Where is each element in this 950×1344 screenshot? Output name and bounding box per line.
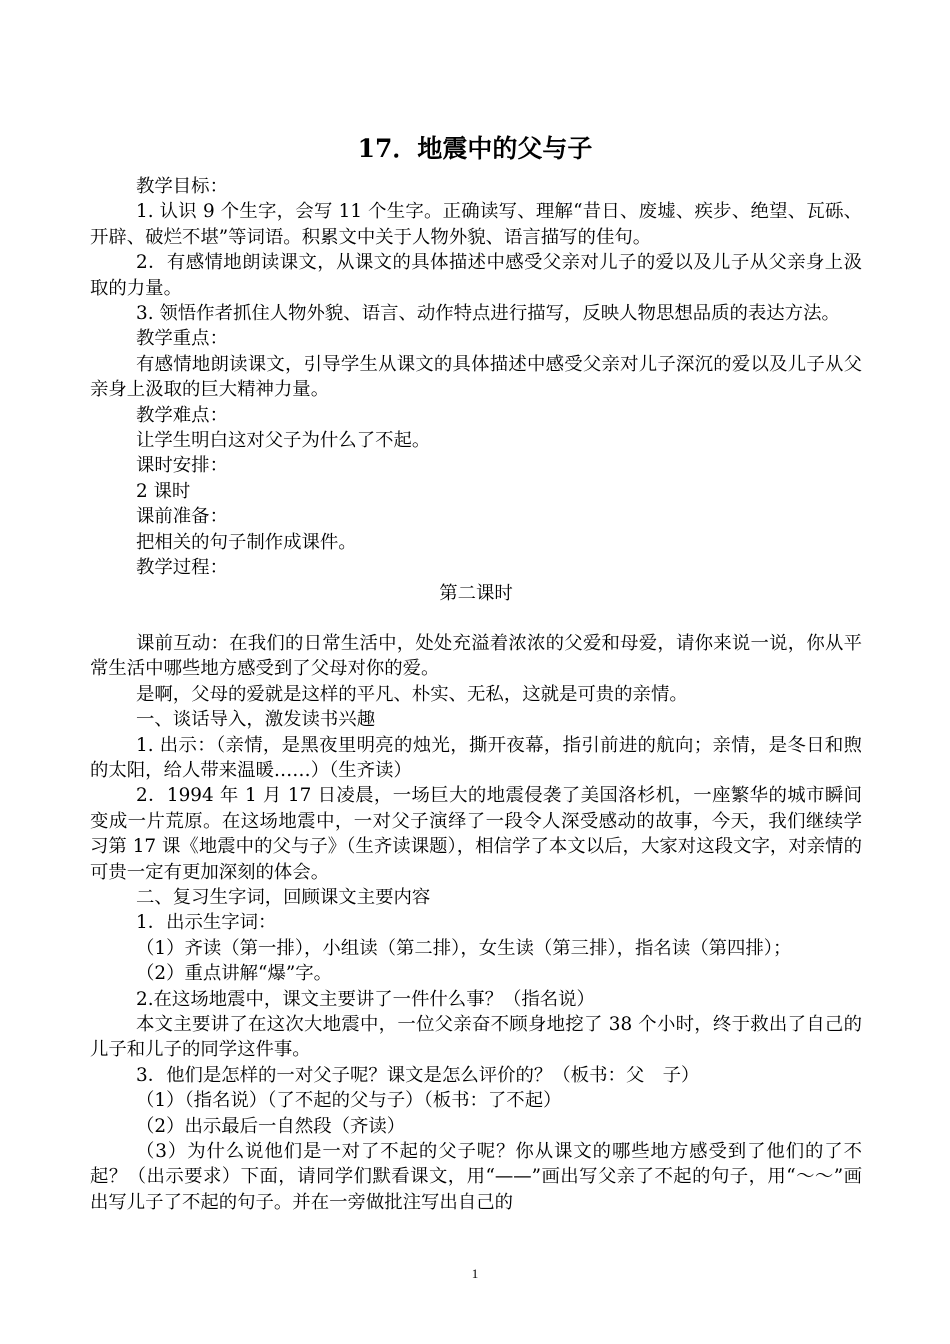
heading-process: 教学过程： [136,557,228,579]
section-two-item-3-1: （1）（指名说）（了不起的父与子）（板书：了不起） [136,1090,562,1112]
section-second-lesson: 第二课时 [439,582,513,604]
heading-key-points: 教学重点： [136,328,228,350]
heading-schedule: 课时安排： [136,455,228,477]
goal-1: 1. 认识 9 个生字，会写 11 个生字。正确读写、理解“昔日、废墟、疾步、绝望、瓦砾、开辟、破烂不堪”等词语。积累文中关于人物外貌、语言描写的佳句。 [90,201,862,248]
section-two-item-3-3: （3）为什么说他们是一对了不起的父子呢？你从课文的哪些地方感受到了他们的了不起？（出示要求）下面，请同学们默看课文，用“——”画出写父亲了不起的句子，用“～～”画出写儿子了不起的句子。并在一旁做批注写出自己的 [90,1141,862,1213]
section-two-item-1-1: （1）齐读（第一排），小组读（第二排），女生读（第三排），指名读（第四排）； [136,937,792,959]
goal-2: 2．有感情地朗读课文，从课文的具体描述中感受父亲对儿子的爱以及儿子从父亲身上汲取的力量。 [90,252,862,299]
goal-3: 3. 领悟作者抓住人物外貌、语言、动作特点进行描写，反映人物思想品质的表达方法。 [136,303,840,325]
section-two-heading: 二、复习生字词，回顾课文主要内容 [136,886,431,908]
difficulties-text: 让学生明白这对父子为什么了不起。 [136,430,431,452]
paragraph-parents-love: 是啊，父母的爱就是这样的平凡、朴实、无私，这就是可贵的亲情。 [136,683,688,705]
document-title: 17．地震中的父与子 [357,134,593,163]
blank-line [90,606,862,631]
key-points-text: 有感情地朗读课文，引导学生从课文的具体描述中感受父亲对儿子深沉的爱以及儿子从父亲身上汲取的巨大精神力量。 [90,353,862,401]
section-two-item-3: 3．他们是怎样的一对父子呢？课文是怎么评价的？（板书：父 子） [136,1064,700,1086]
section-two-item-3-2: （2）出示最后一自然段（齐读） [136,1115,406,1137]
document-body [90,174,862,1215]
section-two-item-2-answer: 本文主要讲了在这次大地震中，一位父亲奋不顾身地挖了 38 个小时，终于救出了自己的儿子和儿子的同学这件事。 [90,1014,862,1061]
section-one-item-2: 2．1994 年 1 月 17 日凌晨，一场巨大的地震侵袭了美国洛杉机，一座繁华的城市瞬间变成一片荒原。在这场地震中，一对父子演绎了一段令人深受感动的故事，今天，我们继续学习第 17 课《地震中的父与子》（生齐读课题），相信学了本文以后，大家对这段文字，对亲情的可贵一定有更加深刻的体会。 [90,785,862,883]
page-number: 1 [471,1266,479,1281]
pre-class-interaction: 课前互动：在我们的日常生活中，处处充溢着浓浓的父爱和母爱，请你来说一说，你从平常生活中哪些地方感受到了父母对你的爱。 [90,632,862,680]
heading-preparation: 课前准备： [136,506,228,528]
heading-difficulties: 教学难点： [136,404,228,426]
preparation-text: 把相关的句子制作成课件。 [136,531,357,553]
section-two-item-1: 1．出示生字词： [136,912,277,934]
section-two-item-1-2: （2）重点讲解“爆”字。 [136,963,333,985]
section-one-heading: 一、谈话导入，激发读书兴趣 [136,709,376,731]
schedule-text: 2 课时 [136,480,191,502]
section-two-item-2: 2.在这场地震中，课文主要讲了一件什么事？（指名说） [136,988,595,1010]
section-one-item-1: 1. 出示：（亲情，是黑夜里明亮的烛光，撕开夜幕，指引前进的航向；亲情，是冬日和煦的太阳，给人带来温暖……）（生齐读） [90,734,862,781]
heading-teaching-goals: 教学目标： [136,176,228,197]
